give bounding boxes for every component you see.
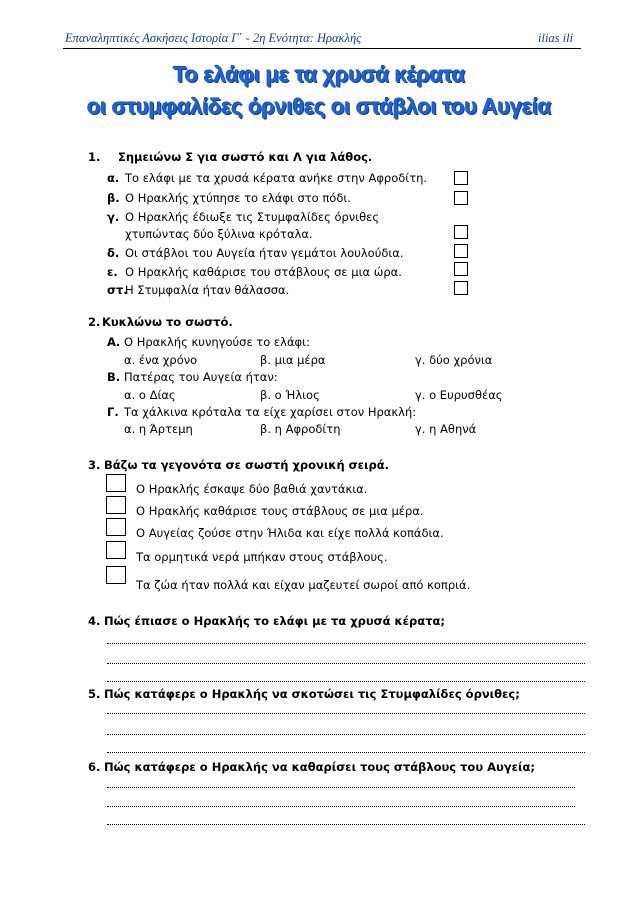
q3-event: Ο Ηρακλής έσκαψε δύο βαθιά χαντάκια. xyxy=(136,482,368,496)
q1-instruction: Σημειώνω Σ για σωστό και Λ για λάθος. xyxy=(118,150,373,164)
q2-option[interactable]: γ. η Αθηνά xyxy=(415,422,477,436)
q6-number: 6. xyxy=(88,760,101,774)
q5-question: Πώς κατάφερε ο Ηρακλής να σκοτώσει τις Στυμφαλίδες όρνιθες; xyxy=(104,687,520,701)
q1-item-label: α. xyxy=(107,171,120,185)
q3-event: Τα ορμητικά νερά μπήκαν στους στάβλους. xyxy=(136,550,388,564)
q1-item-label: δ. xyxy=(107,246,120,260)
q3-order-box[interactable] xyxy=(106,496,126,514)
q1-item-text: Η Στυμφαλία ήταν θάλασσα. xyxy=(125,283,290,297)
q3-event: Ο Ηρακλής καθάρισε τους στάβλους σε μια μέρα. xyxy=(136,504,424,518)
q1-item-label: στ. xyxy=(107,283,128,297)
q5-number: 5. xyxy=(88,687,101,701)
answer-line[interactable] xyxy=(107,643,585,644)
q1-item-text: Οι στάβλοι του Αυγεία ήταν γεμάτοι λουλούδια. xyxy=(125,246,404,260)
header-author: ilias ili xyxy=(538,31,574,45)
q2-option[interactable]: α. ο Δίας xyxy=(124,388,176,402)
answer-line[interactable] xyxy=(107,752,585,753)
q2-option[interactable]: β. ο Ήλιος xyxy=(260,388,320,402)
q3-order-box[interactable] xyxy=(106,566,126,584)
q2-group-text: Πατέρας του Αυγεία ήταν: xyxy=(124,370,278,384)
q3-number: 3. xyxy=(88,458,101,472)
q1-item-text: Το ελάφι με τα χρυσά κέρατα ανήκε στην Αφροδίτη. xyxy=(125,171,428,185)
q1-item-label: γ. xyxy=(107,210,120,224)
q2-number: 2. xyxy=(88,315,101,329)
q2-option[interactable]: β. η Αφροδίτη xyxy=(260,422,341,436)
answer-line[interactable] xyxy=(107,787,575,788)
q1-item-label: β. xyxy=(107,191,120,205)
q6-question: Πώς κατάφερε ο Ηρακλής να καθαρίσει τους στάβλους του Αυγεία; xyxy=(104,760,535,774)
q2-option[interactable]: γ. δύο χρόνια xyxy=(415,353,493,367)
q4-question: Πώς έπιασε ο Ηρακλής το ελάφι με τα χρυσά κέρατα; xyxy=(104,614,446,628)
q1-item-label: ε. xyxy=(107,265,118,279)
q2-option[interactable]: γ. ο Ευρυσθέας xyxy=(415,388,503,402)
q4-number: 4. xyxy=(88,614,101,628)
q1-answer-box[interactable] xyxy=(454,225,468,239)
q1-item-text: Ο Ηρακλής καθάρισε του στάβλους σε μια ώρα. xyxy=(125,265,402,279)
page-title-line-2: οι στυμφαλίδες όρνιθες οι στάβλοι του Αυγεία xyxy=(86,94,552,119)
q2-option[interactable]: α. ένα χρόνο xyxy=(124,353,198,367)
answer-line[interactable] xyxy=(107,681,585,682)
q3-event: Ο Αυγείας ζούσε στην Ήλιδα και είχε πολλά κοπάδια. xyxy=(136,526,444,540)
page-title-line-1: Το ελάφι με τα χρυσά κέρατα xyxy=(173,62,465,87)
q2-group-label: Α. xyxy=(107,335,121,349)
answer-line[interactable] xyxy=(107,734,585,735)
q1-answer-box[interactable] xyxy=(454,171,468,185)
q2-group-text: Ο Ηρακλής κυνηγούσε το ελάφι: xyxy=(124,335,310,349)
q2-group-label: Β. xyxy=(107,370,121,384)
q3-order-box[interactable] xyxy=(106,541,126,559)
q2-group-label: Γ. xyxy=(107,405,119,419)
q1-number: 1. xyxy=(88,150,101,164)
q3-order-box[interactable] xyxy=(106,474,126,492)
q3-order-box[interactable] xyxy=(106,518,126,536)
q1-item-text: Ο Ηρακλής χτύπησε το ελάφι στο πόδι. xyxy=(125,191,351,205)
answer-line[interactable] xyxy=(107,663,585,664)
q2-group-text: Τα χάλκινα κρόταλα τα είχε χαρίσει στον Ηρακλή: xyxy=(124,405,417,419)
header-divider xyxy=(63,48,581,49)
answer-line[interactable] xyxy=(107,806,575,807)
q1-answer-box[interactable] xyxy=(454,262,468,276)
q1-answer-box[interactable] xyxy=(454,281,468,295)
answer-line[interactable] xyxy=(107,713,585,714)
answer-line[interactable] xyxy=(107,824,585,825)
q2-option[interactable]: α. η Άρτεμη xyxy=(124,422,193,436)
header-left-text: Επαναληπτικές Ασκήσεις Ιστορία Γ΄ - 2η Ενότητα: Ηρακλής xyxy=(65,31,362,45)
q2-instruction: Κυκλώνω το σωστό. xyxy=(102,315,233,329)
q1-item-text: Ο Ηρακλής έδιωξε τις Στυμφαλίδες όρνιθες xyxy=(125,210,380,224)
q3-instruction: Βάζω τα γεγονότα σε σωστή χρονική σειρά. xyxy=(104,458,390,472)
q1-item-text-continued: χτυπώντας δύο ξύλινα κρόταλα. xyxy=(125,227,313,241)
q2-option[interactable]: β. μια μέρα xyxy=(260,353,326,367)
q3-event: Τα ζώα ήταν πολλά και είχαν μαζευτεί σωροί από κοπριά. xyxy=(136,578,471,592)
q1-answer-box[interactable] xyxy=(454,244,468,258)
q1-answer-box[interactable] xyxy=(454,191,468,205)
